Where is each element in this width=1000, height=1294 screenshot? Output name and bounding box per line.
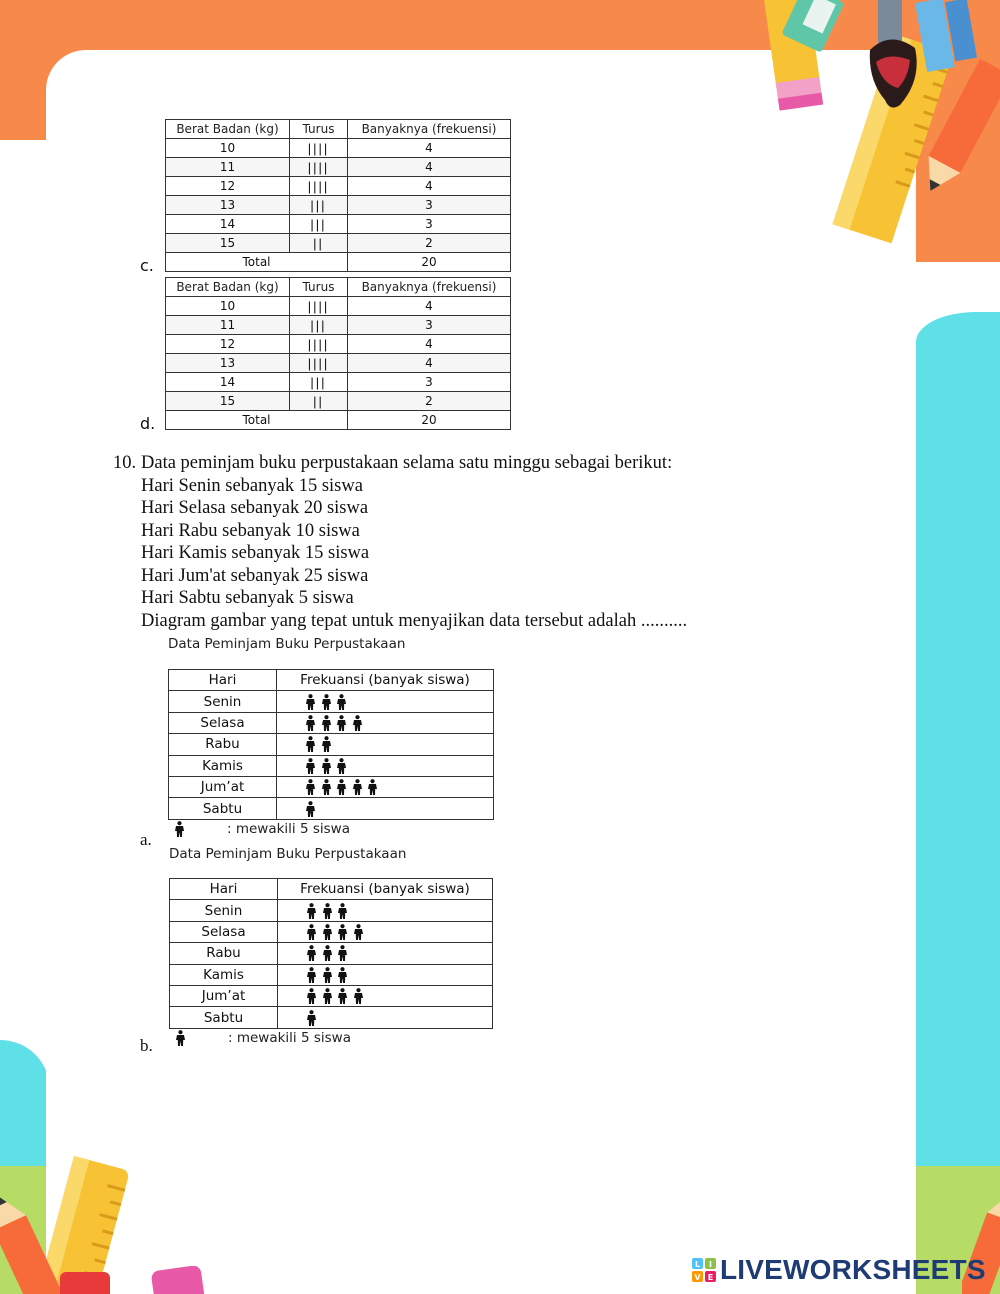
question-10 — [113, 452, 687, 632]
table-row — [170, 943, 493, 964]
day-cell: Sabtu — [169, 798, 277, 819]
frequency-cell: 4 — [348, 335, 511, 354]
question-line: Hari Jum'at sebanyak 25 siswa — [141, 565, 369, 586]
person-icon — [336, 758, 347, 774]
total-value: 20 — [348, 253, 511, 272]
frequency-cell: 3 — [348, 196, 511, 215]
stationery-decoration-bottom-left — [0, 1150, 140, 1294]
table-row — [166, 354, 511, 373]
person-icons — [278, 943, 493, 964]
option-c-table — [165, 119, 511, 272]
option-c-letter[interactable]: c. — [140, 256, 154, 275]
person-icon — [337, 945, 348, 961]
liveworksheets-brand[interactable] — [692, 1252, 986, 1288]
person-icon — [337, 988, 348, 1004]
table-row — [169, 734, 494, 755]
tally-cell: ||| — [290, 316, 348, 335]
pictogram-a-legend — [174, 821, 350, 837]
person-icon — [306, 967, 317, 983]
person-icon — [305, 758, 316, 774]
person-icon — [306, 945, 317, 961]
person-icon — [353, 988, 364, 1004]
table-row — [170, 985, 493, 1006]
frequency-cell: 4 — [348, 139, 511, 158]
weight-cell: 15 — [166, 392, 290, 411]
weight-cell: 14 — [166, 373, 290, 392]
header-turus: Turus — [290, 120, 348, 139]
person-icons — [277, 734, 494, 755]
person-icon — [306, 1010, 317, 1026]
frequency-cell: 3 — [348, 373, 511, 392]
person-icon — [367, 779, 378, 795]
tally-cell: ||| — [290, 215, 348, 234]
day-cell: Kamis — [169, 755, 277, 776]
table-row — [170, 1007, 493, 1028]
question-number: 10. — [113, 453, 137, 473]
person-icon — [352, 715, 363, 731]
eraser-decoration — [150, 1266, 204, 1294]
person-icons — [278, 1007, 493, 1028]
stationery-decoration-top — [750, 0, 1000, 260]
person-icon — [306, 903, 317, 919]
weight-cell: 13 — [166, 196, 290, 215]
tally-cell: |||| — [290, 177, 348, 196]
person-icons — [277, 755, 494, 776]
question-line: Data peminjam buku perpustakaan selama satu minggu sebagai berikut: — [141, 453, 673, 473]
day-cell: Selasa — [170, 921, 278, 942]
person-icon — [353, 924, 364, 940]
question-line: Hari Kamis sebanyak 15 siswa — [141, 543, 370, 563]
legend-text: : mewakili 5 siswa — [228, 1030, 351, 1046]
weight-cell: 11 — [166, 158, 290, 177]
person-icons — [278, 921, 493, 942]
day-cell: Sabtu — [170, 1007, 278, 1028]
day-cell: Jum’at — [169, 776, 277, 797]
table-row — [169, 712, 494, 733]
person-icon — [336, 715, 347, 731]
total-value: 20 — [348, 411, 511, 430]
person-icons — [278, 900, 493, 921]
liveworksheets-logo-icon — [692, 1258, 716, 1282]
pictogram-b-table — [169, 878, 493, 1029]
person-icons — [278, 964, 493, 985]
table-row — [166, 297, 511, 316]
weight-cell: 10 — [166, 297, 290, 316]
person-icon — [322, 924, 333, 940]
header-turus: Turus — [290, 278, 348, 297]
table-row — [166, 373, 511, 392]
person-icons — [277, 691, 494, 712]
pictogram-a-title: Data Peminjam Buku Perpustakaan — [168, 636, 406, 652]
question-line: Hari Rabu sebanyak 10 siswa — [141, 520, 360, 541]
header-hari: Hari — [170, 879, 278, 900]
pictogram-a-table — [168, 669, 494, 820]
person-icon — [337, 924, 348, 940]
weight-cell: 12 — [166, 335, 290, 354]
person-icons — [277, 798, 494, 819]
table-row — [169, 755, 494, 776]
header-berat-badan: Berat Badan (kg) — [166, 278, 290, 297]
person-icon — [321, 758, 332, 774]
tally-cell: |||| — [290, 297, 348, 316]
tally-cell: ||| — [290, 196, 348, 215]
table-row — [166, 335, 511, 354]
total-row — [166, 253, 511, 272]
table-row — [166, 392, 511, 411]
table-row — [166, 139, 511, 158]
table-row — [166, 316, 511, 335]
frequency-cell: 3 — [348, 316, 511, 335]
day-cell: Jum’at — [170, 985, 278, 1006]
svg-text:V: V — [694, 1273, 701, 1282]
table-row — [166, 234, 511, 253]
pictogram-b-legend — [175, 1030, 351, 1046]
frequency-cell: 3 — [348, 215, 511, 234]
header-hari: Hari — [169, 670, 277, 691]
svg-text:E: E — [707, 1273, 714, 1282]
table-row — [166, 196, 511, 215]
question-line: Hari Senin sebanyak 15 siswa — [141, 475, 363, 496]
svg-text:L: L — [694, 1260, 701, 1269]
frequency-cell: 4 — [348, 297, 511, 316]
table-row — [166, 158, 511, 177]
header-frekuensi: Frekuansi (banyak siswa) — [277, 670, 494, 691]
total-row — [166, 411, 511, 430]
header-frekuensi: Banyaknya (frekuensi) — [348, 278, 511, 297]
person-icon — [321, 779, 332, 795]
pictogram-b-title: Data Peminjam Buku Perpustakaan — [169, 846, 407, 862]
option-a-letter[interactable]: a. — [140, 830, 152, 849]
weight-cell: 11 — [166, 316, 290, 335]
option-b-letter[interactable]: b. — [140, 1036, 153, 1055]
person-icon — [175, 1030, 186, 1046]
header-berat-badan: Berat Badan (kg) — [166, 120, 290, 139]
person-icon — [305, 779, 316, 795]
person-icon — [305, 694, 316, 710]
person-icon — [306, 924, 317, 940]
tally-cell: |||| — [290, 335, 348, 354]
day-cell: Senin — [169, 691, 277, 712]
person-icons — [277, 712, 494, 733]
person-icon — [174, 821, 185, 837]
day-cell: Senin — [170, 900, 278, 921]
tally-cell: |||| — [290, 354, 348, 373]
person-icon — [322, 967, 333, 983]
tally-cell: || — [290, 392, 348, 411]
person-icon — [322, 945, 333, 961]
tally-cell: |||| — [290, 139, 348, 158]
frequency-cell: 4 — [348, 158, 511, 177]
day-cell: Selasa — [169, 712, 277, 733]
decorative-cyan-right — [916, 312, 1000, 1182]
person-icon — [337, 903, 348, 919]
person-icon — [322, 903, 333, 919]
person-icon — [321, 715, 332, 731]
question-line: Hari Selasa sebanyak 20 siswa — [141, 498, 369, 518]
person-icons — [277, 776, 494, 797]
table-row — [169, 691, 494, 712]
person-icons — [278, 985, 493, 1006]
person-icon — [321, 736, 332, 752]
table-row — [166, 215, 511, 234]
person-icon — [321, 694, 332, 710]
question-text — [141, 452, 687, 632]
question-line: Hari Sabtu sebanyak 5 siswa — [141, 588, 354, 608]
total-label: Total — [166, 411, 348, 430]
tally-cell: || — [290, 234, 348, 253]
header-frekuensi: Banyaknya (frekuensi) — [348, 120, 511, 139]
person-icon — [305, 736, 316, 752]
person-icon — [305, 801, 316, 817]
person-icon — [305, 715, 316, 731]
tally-cell: |||| — [290, 158, 348, 177]
tally-cell: ||| — [290, 373, 348, 392]
frequency-cell: 4 — [348, 354, 511, 373]
person-icon — [336, 694, 347, 710]
legend-text: : mewakili 5 siswa — [227, 821, 350, 837]
day-cell: Kamis — [170, 964, 278, 985]
frequency-cell: 2 — [348, 234, 511, 253]
weight-cell: 14 — [166, 215, 290, 234]
weight-cell: 13 — [166, 354, 290, 373]
person-icon — [306, 988, 317, 1004]
option-d-letter[interactable]: d. — [140, 414, 156, 433]
person-icon — [322, 988, 333, 1004]
svg-text:I: I — [709, 1260, 712, 1269]
person-icon — [337, 967, 348, 983]
day-cell: Rabu — [170, 943, 278, 964]
table-row — [170, 900, 493, 921]
table-row — [169, 798, 494, 819]
table-row — [169, 776, 494, 797]
header-frekuensi: Frekuansi (banyak siswa) — [278, 879, 493, 900]
person-icon — [336, 779, 347, 795]
total-label: Total — [166, 253, 348, 272]
weight-cell: 15 — [166, 234, 290, 253]
table-row — [170, 964, 493, 985]
table-row — [170, 921, 493, 942]
day-cell: Rabu — [169, 734, 277, 755]
weight-cell: 10 — [166, 139, 290, 158]
frequency-cell: 4 — [348, 177, 511, 196]
frequency-cell: 2 — [348, 392, 511, 411]
brand-name: LIVEWORKSHEETS — [720, 1254, 986, 1285]
weight-cell: 12 — [166, 177, 290, 196]
question-line: Diagram gambar yang tepat untuk menyajikan data tersebut adalah .......... — [141, 610, 688, 631]
person-icon — [352, 779, 363, 795]
option-d-table — [165, 277, 511, 430]
table-row — [166, 177, 511, 196]
